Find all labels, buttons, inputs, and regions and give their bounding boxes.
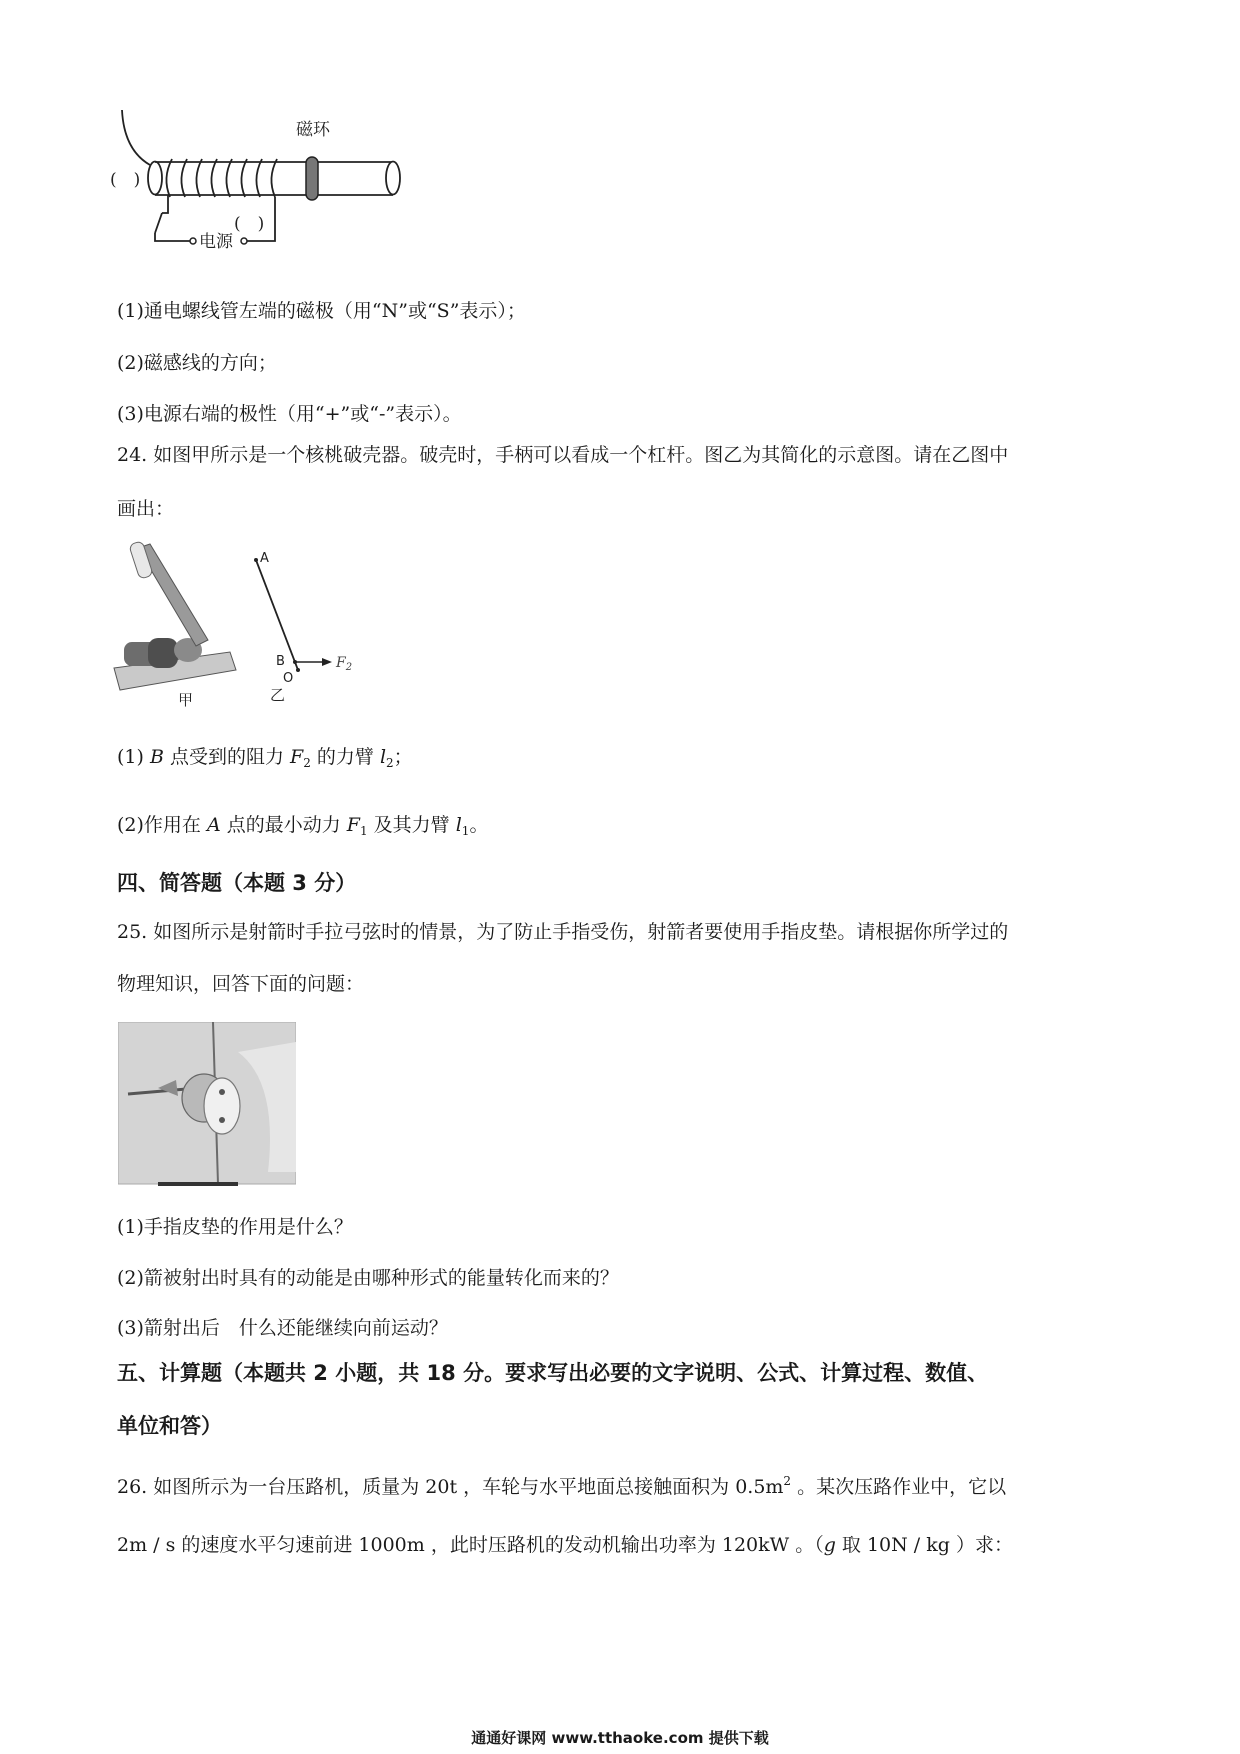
- tube-left-end: [148, 162, 162, 195]
- blank-left-pole: ( ): [110, 170, 141, 190]
- circuit-wire-left: [162, 195, 168, 213]
- q24-item-1: (1) B 点受到的阻力 $F_2$ 的力臂 $l_2$；: [117, 746, 413, 770]
- section-4-title: 四、简答题（本题 3 分）: [117, 871, 357, 895]
- label-force-f2: $F_2$: [336, 655, 353, 673]
- q25-line-2: 物理知识，回答下面的问题：: [117, 973, 365, 995]
- walnut-cracker-figure: [110, 540, 390, 710]
- terminal-right: [241, 238, 247, 244]
- label-point-o: O: [283, 671, 294, 686]
- section-5-title-line-1: 五、计算题（本题共 2 小题，共 18 分。要求写出必要的文字说明、公式、计算过程、数值、: [117, 1361, 989, 1385]
- q23-item-3: (3)电源右端的极性（用“+”或“-”表示）。: [117, 403, 462, 425]
- section-5-title-line-2: 单位和答）: [117, 1414, 222, 1438]
- walnut-cracker-photo: [114, 541, 236, 690]
- magnetic-ring: [306, 157, 318, 200]
- q24-item-2: (2)作用在 A 点的最小动力 $F_1$ 及其力臂 $l_1$。: [117, 814, 489, 838]
- terminal-left: [190, 238, 196, 244]
- archery-photo: [118, 1022, 296, 1192]
- circuit-wire-bottom-left: [155, 233, 190, 241]
- solenoid-figure: [110, 105, 410, 275]
- q24-line-1: 24. 如图甲所示是一个核桃破壳器。破壳时，手柄可以看成一个杠杆。图乙为其简化的示意图。请在乙图中: [117, 444, 1009, 466]
- q23-item-1: (1)通电螺线管左端的磁极（用“N”或“S”表示）；: [117, 300, 526, 322]
- tube-right-end: [386, 162, 400, 195]
- q23-item-2: (2)磁感线的方向；: [117, 352, 277, 374]
- q26-line-1: 26. 如图所示为一台压路机，质量为 20t ，车轮与水平地面总接触面积为 $0.5m^2$ 。某次压路作业中，它以: [117, 1474, 1007, 1498]
- q25-item-2: (2)箭被射出时具有的动能是由哪种形式的能量转化而来的？: [117, 1267, 619, 1289]
- page-footer: 通通好课网 www.tthaoke.com 提供下载: [471, 1729, 769, 1747]
- q25-item-1: (1)手指皮垫的作用是什么？: [117, 1216, 353, 1238]
- q26-line-2: 2m / s 的速度水平匀速前进 1000m ，此时压路机的发动机输出功率为 120kW 。（g 取 10N / kg ）求：: [117, 1534, 1013, 1556]
- label-magnetic-ring: 磁环: [296, 120, 330, 140]
- q24-line-2: 画出：: [117, 498, 175, 520]
- label-point-a: A: [260, 551, 269, 566]
- wire-top-curve: [122, 110, 150, 165]
- point-o-dot: [296, 668, 300, 672]
- q25-line-1: 25. 如图所示是射箭时手拉弓弦时的情景，为了防止手指受伤，射箭者要使用手指皮垫。请根据你所学过的: [117, 921, 1009, 943]
- label-point-b: B: [276, 654, 285, 669]
- force-f2-arrowhead: [322, 658, 332, 666]
- blank-right-pole: ( ): [234, 214, 265, 234]
- switch-lever: [155, 213, 162, 233]
- point-a-dot: [254, 558, 258, 562]
- label-fig-jia: 甲: [178, 691, 194, 709]
- coil-windings: [166, 159, 277, 197]
- label-power: 电源: [199, 232, 233, 252]
- q25-item-3: (3)箭射出后 什么还能继续向前运动？: [117, 1317, 448, 1339]
- label-fig-yi: 乙: [270, 686, 286, 704]
